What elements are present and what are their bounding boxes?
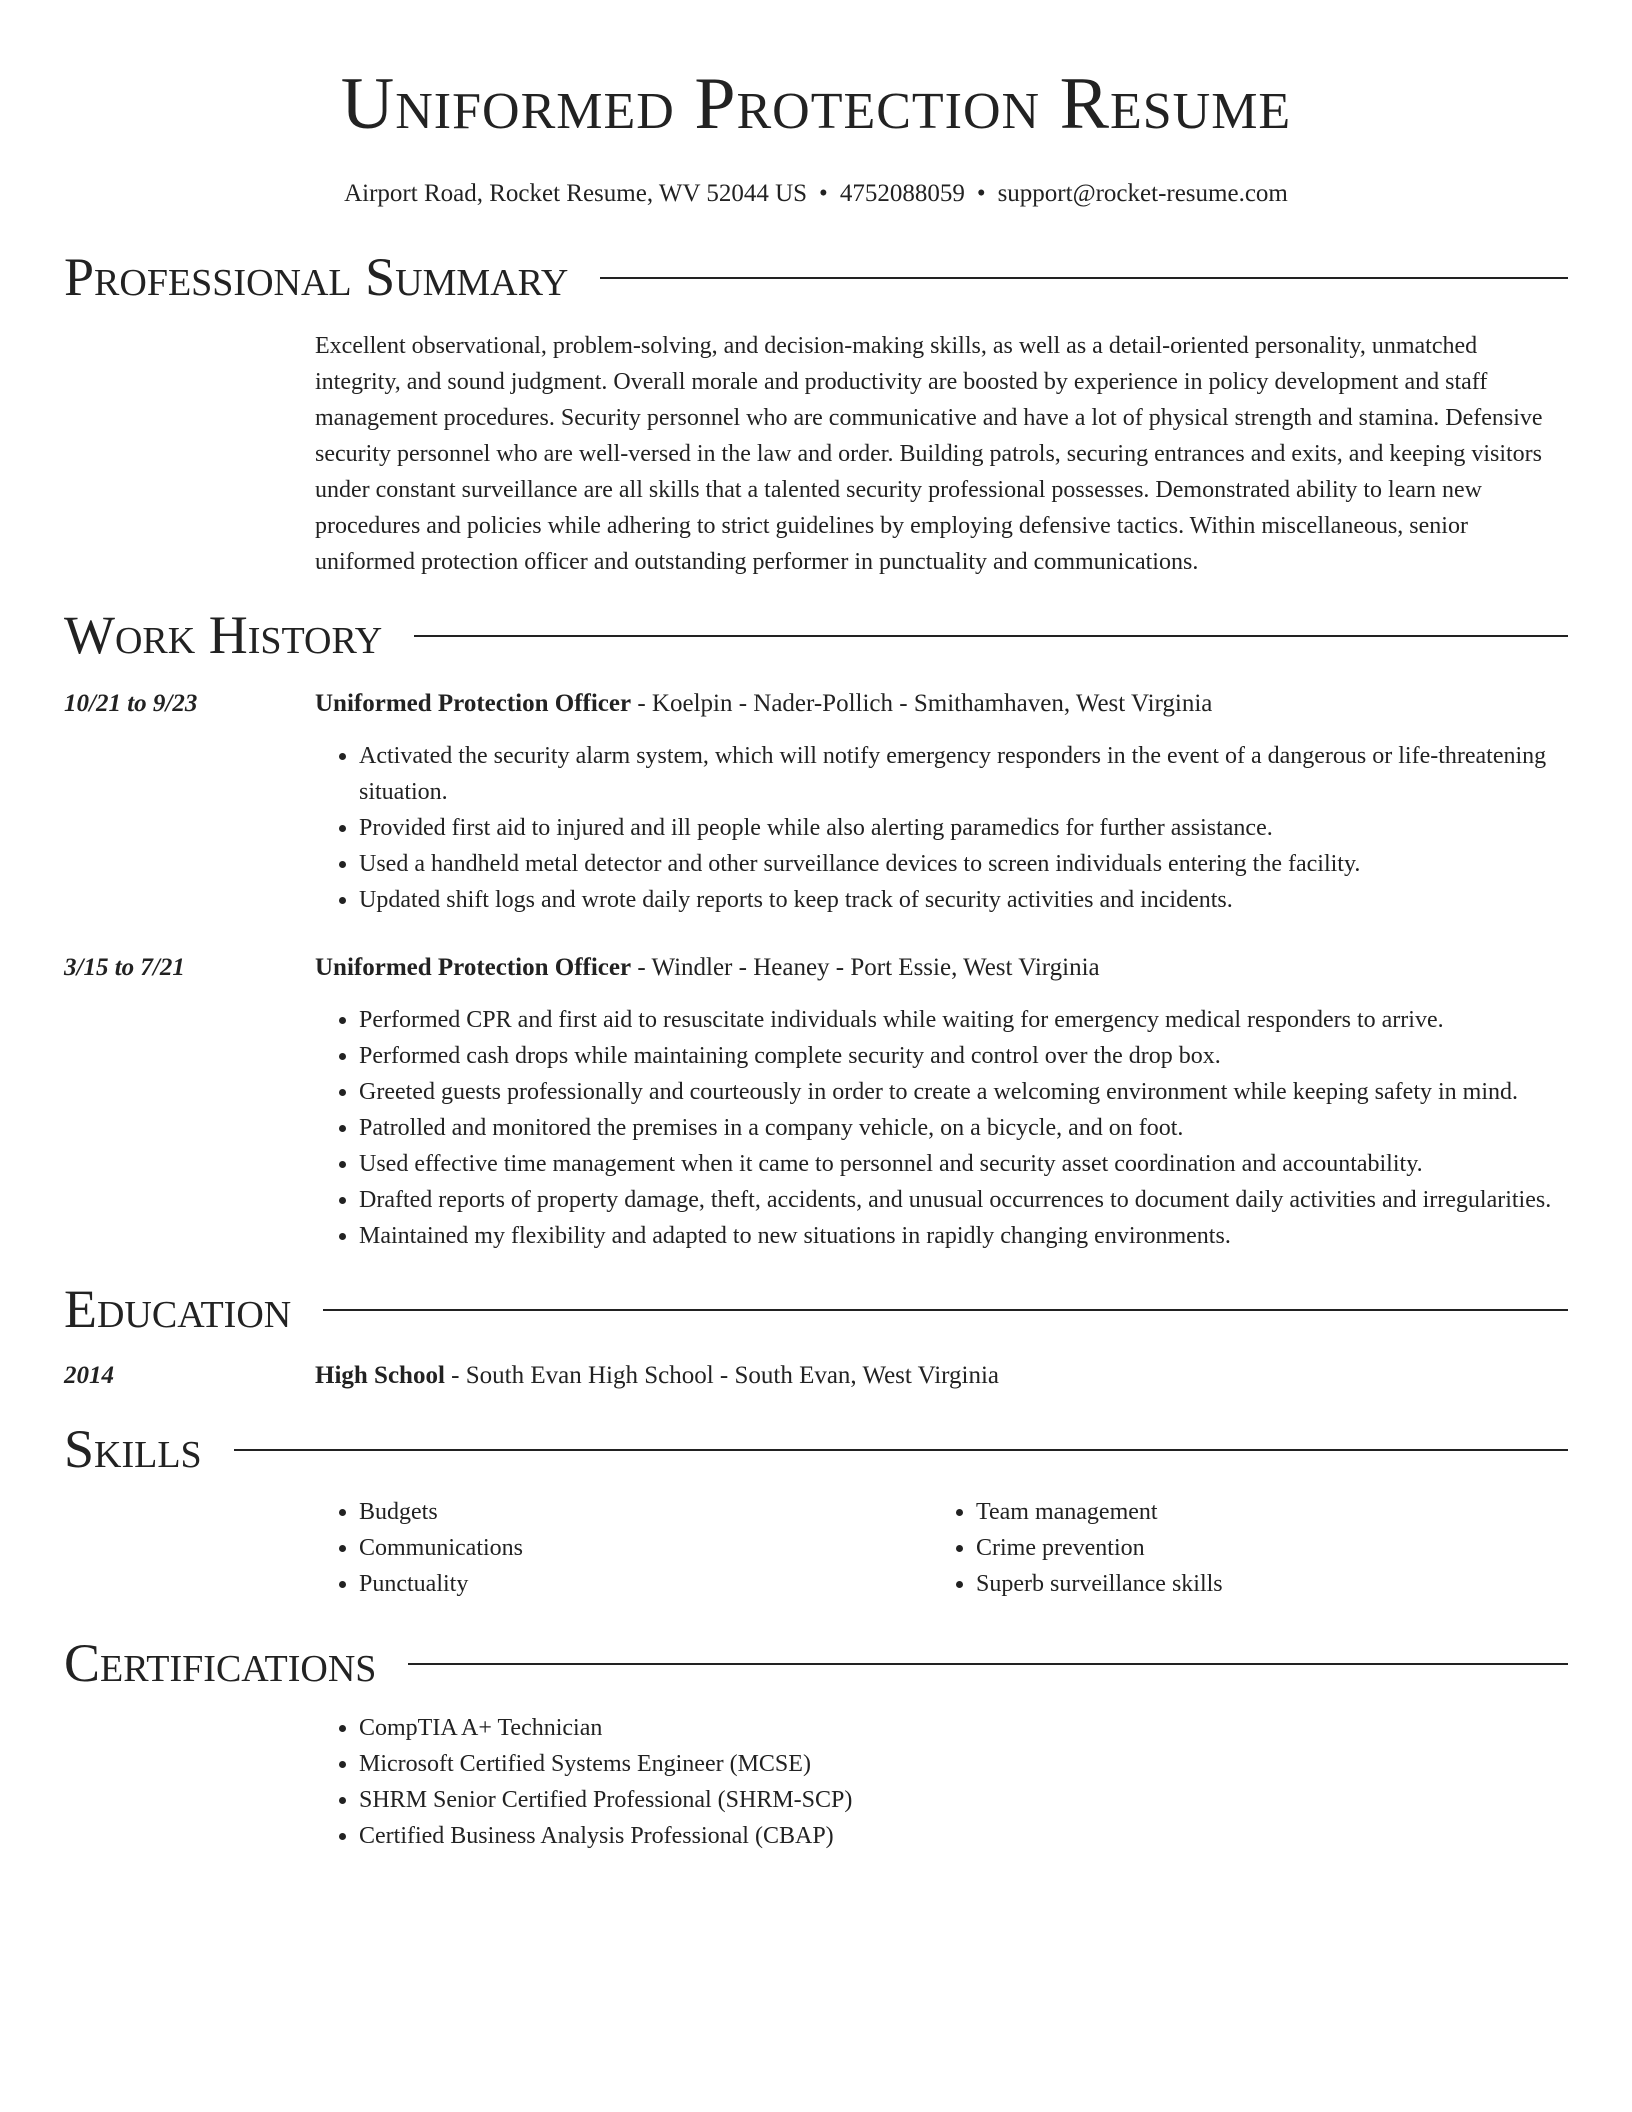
contact-address: Airport Road, Rocket Resume, WV 52044 US [344,180,808,207]
summary-heading: Professional Summary [64,247,569,307]
certification-item: • Microsoft Certified Systems Engineer (MCSE) [359,1746,1568,1782]
skill-item: • Team management [976,1494,1549,1530]
summary-text: Excellent observational, problem-solving, and decision-making skills, as well as a detail-oriented personality, unmatched integrity, and sound judgment. Overall morale and productivity are boosted by experience in policy development and staff management procedures. Security personnel who are communicative and have a lot of physical strength and stamina. Defensive security personnel who are well-versed in the law and order. Building patrols, securing entrances and exits, and keeping visitors under constant surveillance are all skills that a talented security professional possesses. Demonstrated ability to learn new procedures and policies while adhering to strict guidelines by employing defensive tactics. Within miscellaneous, senior uniformed protection officer and outstanding performer in punctuality and communications. [315,333,1543,575]
section-divider [323,1309,1568,1311]
summary-section-header [64,246,1568,308]
education-year: 2014 [64,1362,114,1389]
education-degree: High School [315,1362,445,1389]
skill-item: • Communications [359,1530,932,1566]
skills-heading: Skills [64,1419,202,1479]
skill-item: • Crime prevention [976,1530,1549,1566]
job-dates: 3/15 to 7/21 [64,954,185,981]
education-role [315,1358,999,1394]
job-bullet: • Used effective time management when it came to personnel and security asset coordination and accountability. [359,1146,1568,1182]
job-bullet: • Activated the security alarm system, which will notify emergency responders in the event of a dangerous or life-threatening situation. [359,738,1568,810]
contact-separator: • [819,180,828,207]
skill-item: • Budgets [359,1494,932,1530]
section-divider [600,277,1568,279]
job-bullet: • Drafted reports of property damage, theft, accidents, and unusual occurrences to document daily activities and irregularities. [359,1182,1568,1218]
education-entry [64,1358,1568,1394]
skill-item: • Punctuality [359,1566,932,1602]
certification-item: • SHRM Senior Certified Professional (SHRM-SCP) [359,1782,1568,1818]
job-role [315,950,1100,986]
work-section-header [64,604,1568,666]
contact-email: support@rocket-resume.com [997,180,1288,207]
education-section-header [64,1278,1568,1340]
job-bullets [315,738,1568,918]
job-bullet: • Provided first aid to injured and ill people while also alerting paramedics for further assistance. [359,810,1568,846]
education-heading: Education [64,1279,292,1339]
skills-column-left [315,1494,932,1602]
certification-item: • Certified Business Analysis Professional (CBAP) [359,1818,1568,1854]
skills-section-header [64,1418,1568,1480]
certifications-section-header [64,1632,1568,1694]
work-heading: Work History [64,605,383,665]
job-bullet: • Used a handheld metal detector and other surveillance devices to screen individuals entering the facility. [359,846,1568,882]
job-bullet: • Performed CPR and first aid to resuscitate individuals while waiting for emergency medical responders to arrive. [359,1002,1568,1038]
job-bullet: • Updated shift logs and wrote daily reports to keep track of security activities and incidents. [359,882,1568,918]
resume-page [64,0,1568,1854]
contact-phone: 4752088059 [839,180,965,207]
job-bullet: • Patrolled and monitored the premises in a company vehicle, on a bicycle, and on foot. [359,1110,1568,1146]
section-divider [414,635,1568,637]
job-details: - Windler - Heaney - Port Essie, West Virginia [631,954,1100,981]
job-entry [64,950,1568,986]
section-divider [408,1663,1568,1665]
contact-line [64,178,1568,210]
job-title: Uniformed Protection Officer [315,954,632,981]
job-dates: 10/21 to 9/23 [64,690,198,717]
skills-list [315,1494,1568,1602]
certification-item: • CompTIA A+ Technician [359,1710,1568,1746]
skill-item: • Superb surveillance skills [976,1566,1549,1602]
certifications-heading: Certifications [64,1633,377,1693]
contact-separator: • [976,180,986,207]
job-bullet: • Greeted guests professionally and courteously in order to create a welcoming environment while keeping safety in mind. [359,1074,1568,1110]
job-details: - Koelpin - Nader-Pollich - Smithamhaven, West Virginia [631,690,1213,717]
job-bullets [315,1002,1568,1254]
job-bullet: • Maintained my flexibility and adapted to new situations in rapidly changing environments. [359,1218,1568,1254]
education-details: - South Evan High School - South Evan, West Virginia [444,1362,1000,1389]
job-bullet: • Performed cash drops while maintaining complete security and control over the drop box. [359,1038,1568,1074]
job-role [315,686,1212,722]
certifications-list [315,1710,1568,1854]
section-divider [234,1449,1568,1451]
job-title: Uniformed Protection Officer [315,690,632,717]
skills-column-right [932,1494,1549,1602]
job-entry [64,686,1568,722]
resume-title: Uniformed Protection Resume [340,63,1292,145]
